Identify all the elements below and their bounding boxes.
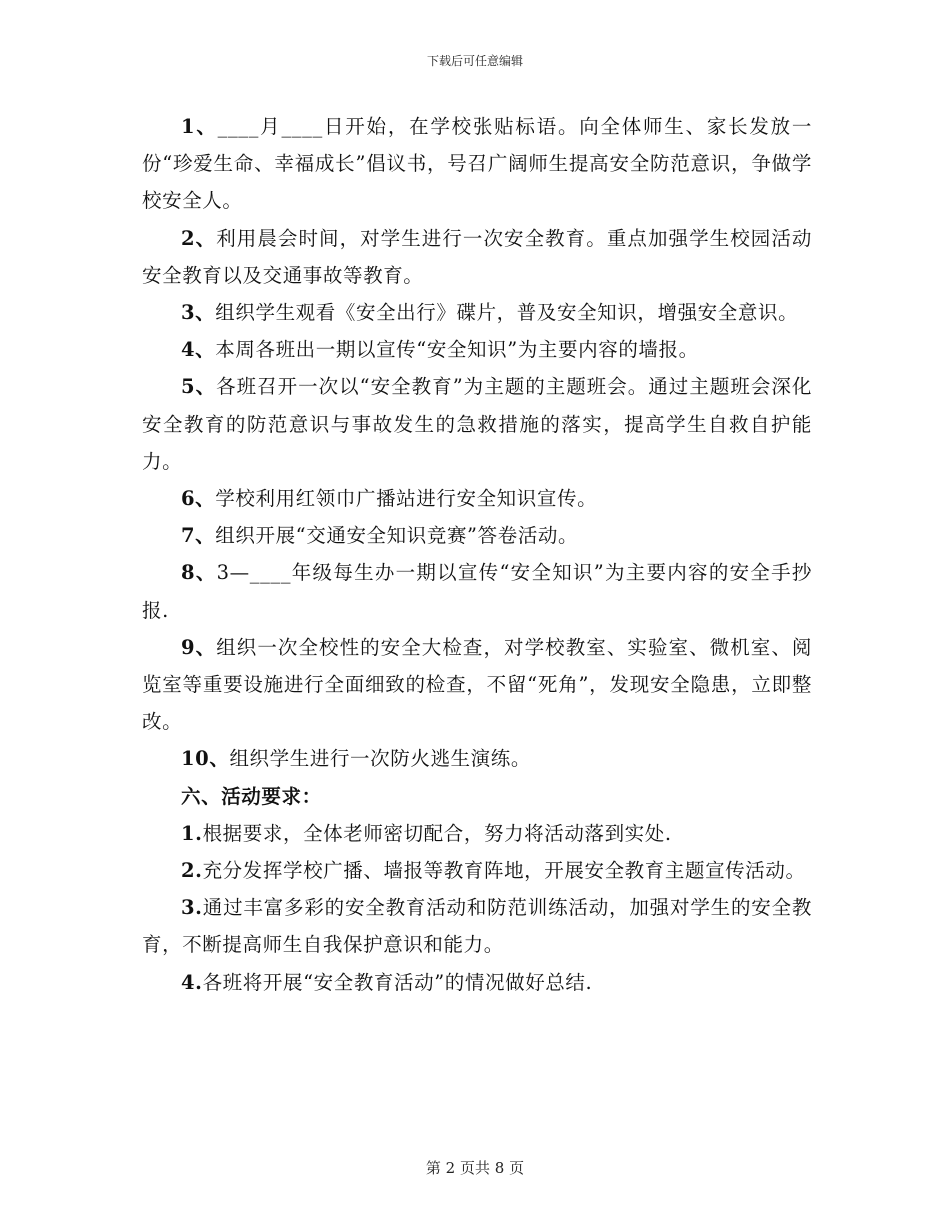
item-number: 3.: [181, 896, 203, 920]
item-number: 10、: [181, 747, 230, 771]
requirement-item: [142, 964, 812, 1001]
item-number: 1.: [181, 821, 203, 845]
item-number: 2.: [181, 859, 203, 883]
list-item: [142, 480, 812, 517]
list-item: [142, 740, 812, 777]
item-text: ____月____日开始，在学校张贴标语。向全体师生、家长发放一份“珍爱生命、幸福成长”倡议书，号召广阔师生提高安全防范意识，争做学校安全人。: [142, 115, 812, 213]
item-text: 各班将开展“安全教育活动”的情况做好总结.: [202, 970, 593, 994]
item-number: 3、: [181, 301, 216, 325]
item-text: 通过丰富多彩的安全教育活动和防范训练活动，加强对学生的安全教育，不断提高师生自我保护意识和能力。: [142, 896, 812, 957]
item-number: 5、: [181, 375, 217, 399]
list-item: [142, 629, 812, 741]
item-text: 学校利用红领巾广播站进行安全知识宣传。: [215, 487, 598, 511]
item-number: 7、: [181, 524, 216, 548]
item-number: 6、: [181, 487, 216, 511]
item-number: 1、: [181, 115, 218, 138]
item-text: 组织开展“交通安全知识竞赛”答卷活动。: [215, 524, 579, 548]
item-text: 组织学生进行一次防火逃生演练。: [229, 747, 531, 771]
item-text: 3—____年级每生办一期以宣传“安全知识”为主要内容的安全手抄报.: [142, 561, 812, 622]
list-item: [142, 331, 812, 368]
item-text: 充分发挥学校广播、墙报等教育阵地，开展安全教育主题宣传活动。: [202, 859, 806, 883]
list-item: [142, 220, 812, 294]
item-text: 本周各班出一期以宣传“安全知识”为主要内容的墙报。: [215, 338, 699, 362]
item-number: 4、: [181, 338, 216, 362]
list-item: [142, 517, 812, 554]
document-body: [142, 108, 812, 1001]
requirement-item: [142, 852, 812, 889]
page-footer: 第 2 页共 8 页: [425, 1159, 525, 1177]
item-text: 组织学生观看《安全出行》碟片，普及安全知识，增强安全意识。: [215, 301, 799, 325]
item-text: 各班召开一次以“安全教育”为主题的主题班会。通过主题班会深化安全教育的防范意识与事故发生的急救措施的落实，提高学生自救自护能力。: [142, 375, 812, 473]
item-number: 8、: [181, 561, 217, 585]
page-header: 下载后可任意编辑: [426, 54, 523, 68]
list-item: [142, 108, 812, 220]
item-text: 组织一次全校性的安全大检查，对学校教室、实验室、微机室、阅览室等重要设施进行全面细致的检查，不留“死角”，发现安全隐患，立即整改。: [142, 635, 812, 734]
requirement-item: [142, 889, 812, 963]
list-item: [142, 368, 812, 480]
requirement-item: [142, 815, 812, 852]
item-text: 根据要求，全体老师密切配合，努力将活动落到实处.: [202, 821, 672, 845]
item-number: 9、: [181, 635, 217, 659]
section-heading: 六、活动要求：: [181, 784, 322, 808]
item-text: 利用晨会时间，对学生进行一次安全教育。重点加强学生校园活动安全教育以及交通事故等教育。: [142, 226, 812, 287]
list-item: [142, 554, 812, 628]
item-number: 2、: [181, 226, 217, 250]
list-item: [142, 294, 812, 331]
item-number: 4.: [181, 970, 203, 994]
